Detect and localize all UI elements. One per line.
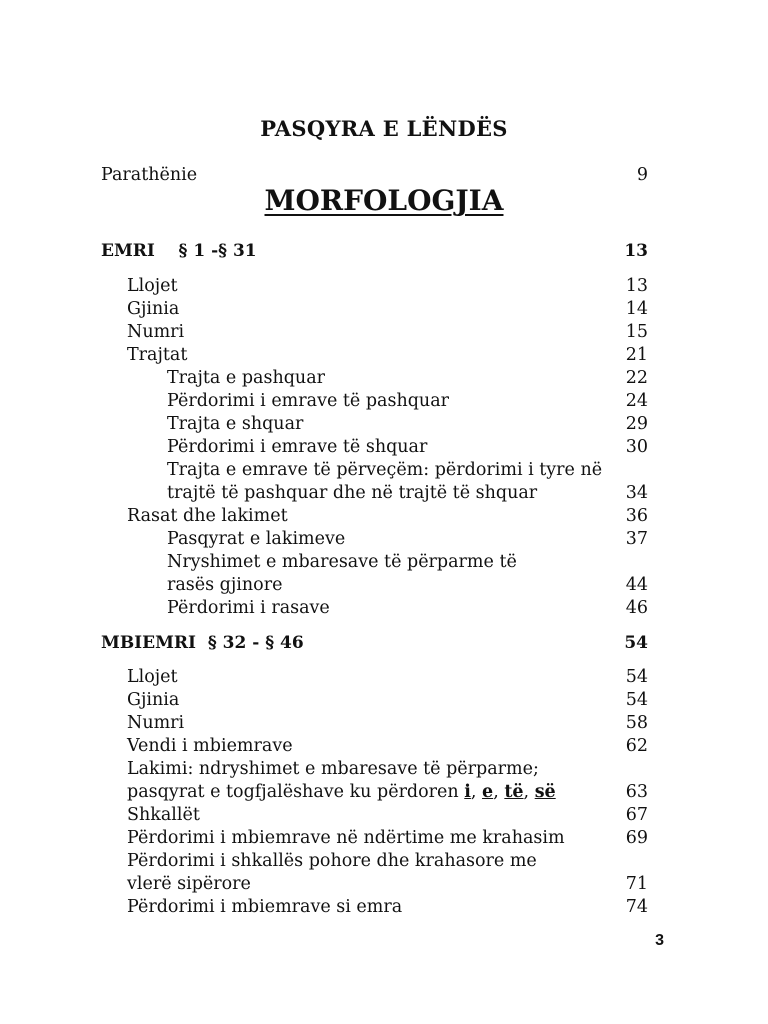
toc-row-page: 21 <box>625 345 648 365</box>
toc-title: PASQYRA E LËNDËS <box>260 116 508 141</box>
toc-row-page: 9 <box>636 165 648 185</box>
toc-row <box>0 873 768 896</box>
toc-row-label: Gjinia <box>127 690 180 710</box>
toc-row-label: Përdorimi i emrave të pashquar <box>167 391 449 411</box>
toc-row-label: Përdorimi i mbiemrave në ndërtime me krahasim <box>127 828 565 848</box>
toc-row <box>0 551 768 574</box>
toc-row-label: Parathënie <box>101 165 198 185</box>
toc-row-page: 63 <box>625 782 648 802</box>
toc-row-page: 44 <box>625 575 648 595</box>
toc-row <box>0 574 768 597</box>
toc-row-label: Rasat dhe lakimet <box>127 506 288 526</box>
toc-row-page: 62 <box>625 736 648 756</box>
toc-row-label: Përdorimi i rasave <box>167 598 330 618</box>
toc-row-page: 30 <box>625 437 648 457</box>
toc-chapter-mbiemri <box>0 632 768 655</box>
toc-row <box>0 459 768 482</box>
toc-row-label: Pasqyrat e lakimeve <box>167 529 346 549</box>
toc-row-page: 74 <box>625 897 648 917</box>
keyword: i <box>464 782 471 802</box>
toc-row <box>0 804 768 827</box>
toc-row-label: Nryshimet e mbaresave të përparme të <box>167 552 517 572</box>
toc-row-label: Llojet <box>127 667 178 687</box>
toc-row-label: Vendi i mbiemrave <box>127 736 293 756</box>
toc-row-page: 54 <box>625 667 648 687</box>
toc-row-page: 15 <box>625 322 648 342</box>
toc-row-page: 37 <box>625 529 648 549</box>
toc-row-page: 58 <box>625 713 648 733</box>
toc-row-page: 36 <box>625 506 648 526</box>
toc-row <box>0 413 768 436</box>
toc-row-label: Shkallët <box>127 805 200 825</box>
chapter-label: MBIEMRI § 32 - § 46 <box>101 633 304 653</box>
toc-row-label: Përdorimi i shkallës pohore dhe krahasore me <box>127 851 537 871</box>
keyword: të <box>504 782 524 802</box>
keyword: së <box>534 782 556 802</box>
keyword: e <box>482 782 494 802</box>
toc-row-label: Lakimi: ndryshimet e mbaresave të përparme; <box>127 759 539 779</box>
toc-row-label: Numri <box>127 322 185 342</box>
toc-row <box>0 666 768 689</box>
toc-row <box>0 482 768 505</box>
toc-row <box>0 298 768 321</box>
section-title: MORFOLOGJIA <box>264 184 504 217</box>
toc-row <box>0 597 768 620</box>
toc-row-page: 14 <box>625 299 648 319</box>
toc-row <box>0 390 768 413</box>
toc-row-label: pasqyrat e togfjalëshave ku përdoren i, e, të, së <box>127 782 556 802</box>
toc-row-label: Trajta e pashquar <box>167 368 326 388</box>
toc-row-label: Gjinia <box>127 299 180 319</box>
toc-row <box>0 344 768 367</box>
toc-row-page: 29 <box>625 414 648 434</box>
toc-row <box>0 850 768 873</box>
toc-row-label: Përdorimi i mbiemrave si emra <box>127 897 403 917</box>
page-number: 3 <box>655 932 664 949</box>
toc-row-page: 67 <box>625 805 648 825</box>
toc-row <box>0 827 768 850</box>
toc-row-page: 34 <box>625 483 648 503</box>
toc-row-page: 13 <box>625 276 648 296</box>
toc-row-text: pasqyrat e togfjalëshave ku përdoren <box>127 782 459 802</box>
toc-row-page: 71 <box>625 874 648 894</box>
toc-row-page: 69 <box>625 828 648 848</box>
toc-row <box>0 758 768 781</box>
toc-row-page: 22 <box>625 368 648 388</box>
toc-row <box>0 689 768 712</box>
toc-row-label: Llojet <box>127 276 178 296</box>
toc-row <box>0 735 768 758</box>
toc-row <box>0 781 768 804</box>
toc-row <box>0 321 768 344</box>
toc-row-label: Trajta e shquar <box>167 414 304 434</box>
toc-row-label: Përdorimi i emrave të shquar <box>167 437 428 457</box>
toc-row-label: trajtë të pashquar dhe në trajtë të shquar <box>167 483 538 503</box>
chapter-page: 13 <box>624 241 648 261</box>
toc-row-label: vlerë sipërore <box>127 874 251 894</box>
toc-row <box>0 436 768 459</box>
toc-row-page: 54 <box>625 690 648 710</box>
toc-row <box>0 712 768 735</box>
toc-row-label: Numri <box>127 713 185 733</box>
toc-row <box>0 528 768 551</box>
toc-row-page: 24 <box>625 391 648 411</box>
toc-row-label: rasës gjinore <box>167 575 283 595</box>
toc-chapter-emri <box>0 240 768 263</box>
toc-row <box>0 367 768 390</box>
chapter-page: 54 <box>624 633 648 653</box>
toc-row-label: Trajtat <box>127 345 188 365</box>
toc-row-label: Trajta e emrave të përveçëm: përdorimi i tyre në <box>167 460 603 480</box>
toc-row <box>0 275 768 298</box>
chapter-label: EMRI § 1 -§ 31 <box>101 241 257 261</box>
toc-row-page: 46 <box>625 598 648 618</box>
toc-row <box>0 505 768 528</box>
toc-row <box>0 896 768 919</box>
